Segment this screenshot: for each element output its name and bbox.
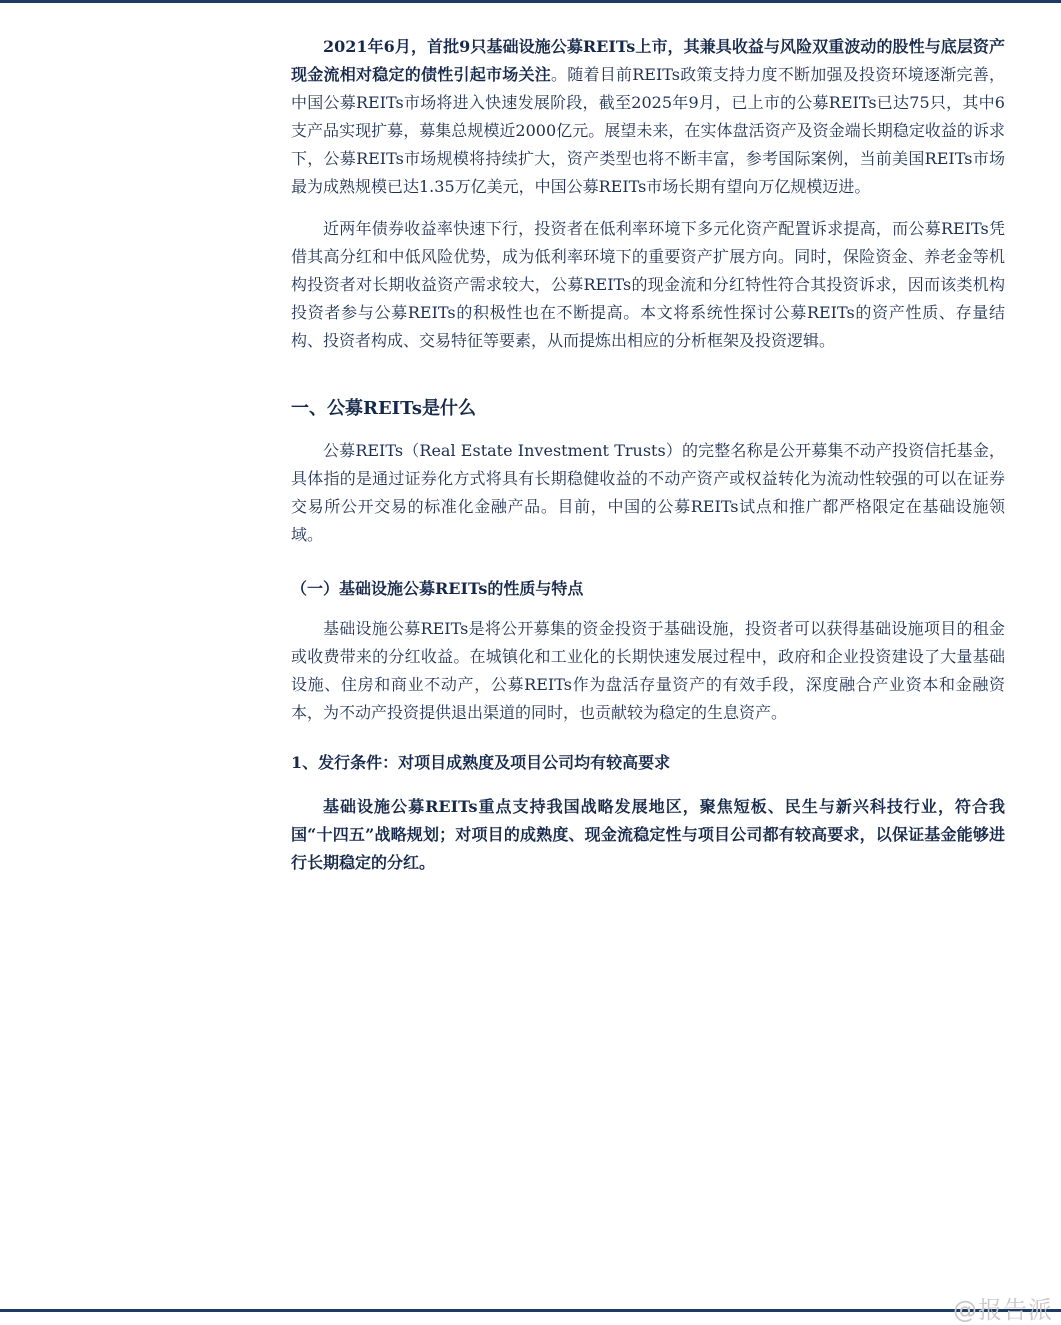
section-heading-1: 一、公募REITs是什么	[291, 398, 476, 419]
document-body	[291, 33, 1005, 877]
condition-paragraph: 基础设施公募REITs重点支持我国战略发展地区，聚焦短板、民生与新兴科技行业，符合我国“十四五”战略规划；对项目的成熟度、现金流稳定性与项目公司都有较高要求，以保证基金能够进行长期稳定的分红。	[291, 797, 1005, 872]
intro-bold-lead: 2021年6月，首批9只基础设施公募REITs上市，其兼具收益与风险双重波动的股性与底层资产现金流相对稳定的债性引起市场关注	[291, 37, 1005, 84]
second-paragraph: 近两年债券收益率快速下行，投资者在低利率环境下多元化资产配置诉求提高，而公募REITs凭借其高分红和中低风险优势，成为低利率环境下的重要资产扩展方向。同时，保险资金、养老金等机构投资者对长期收益资产需求较大，公募REITs的现金流和分红特性符合其投资诉求，因而该类机构投资者参与公募REITs的积极性也在不断提高。本文将系统性探讨公募REITs的资产性质、存量结构、投资者构成、交易特征等要素，从而提炼出相应的分析框架及投资逻辑。	[291, 219, 1005, 350]
subsection-heading: （一）基础设施公募REITs的性质与特点	[291, 579, 584, 598]
watermark: @报告派	[953, 1296, 1053, 1324]
intro-paragraph	[291, 33, 1005, 201]
top-rule	[0, 0, 1061, 3]
condition-heading: 1、发行条件：对项目成熟度及项目公司均有较高要求	[291, 753, 671, 772]
bottom-rule	[0, 1309, 1061, 1312]
definition-paragraph: 公募REITs（Real Estate Investment Trusts）的完整名称是公开募集不动产投资信托基金，具体指的是通过证券化方式将具有长期稳健收益的不动产资产或权益转化为流动性较强的可以在证券交易所公开交易的标准化金融产品。目前，中国的公募REITs试点和推广都严格限定在基础设施领域。	[291, 441, 1005, 544]
intro-rest: 。随着目前REITs政策支持力度不断加强及投资环境逐渐完善，中国公募REITs市场将进入快速发展阶段，截至2025年9月，已上市的公募REITs已达75只，其中6支产品实现扩募，募集总规模近2000亿元。展望未来，在实体盘活资产及资金端长期稳定收益的诉求下，公募REITs市场规模将持续扩大，资产类型也将不断丰富，参考国际案例，当前美国REITs市场最为成熟规模已达1.35万亿美元，中国公募REITs市场长期有望向万亿规模迈进。	[291, 65, 1005, 196]
nature-paragraph: 基础设施公募REITs是将公开募集的资金投资于基础设施，投资者可以获得基础设施项目的租金或收费带来的分红收益。在城镇化和工业化的长期快速发展过程中，政府和企业投资建设了大量基础设施、住房和商业不动产，公募REITs作为盘活存量资产的有效手段，深度融合产业资本和金融资本，为不动产投资提供退出渠道的同时，也贡献较为稳定的生息资产。	[291, 619, 1005, 722]
